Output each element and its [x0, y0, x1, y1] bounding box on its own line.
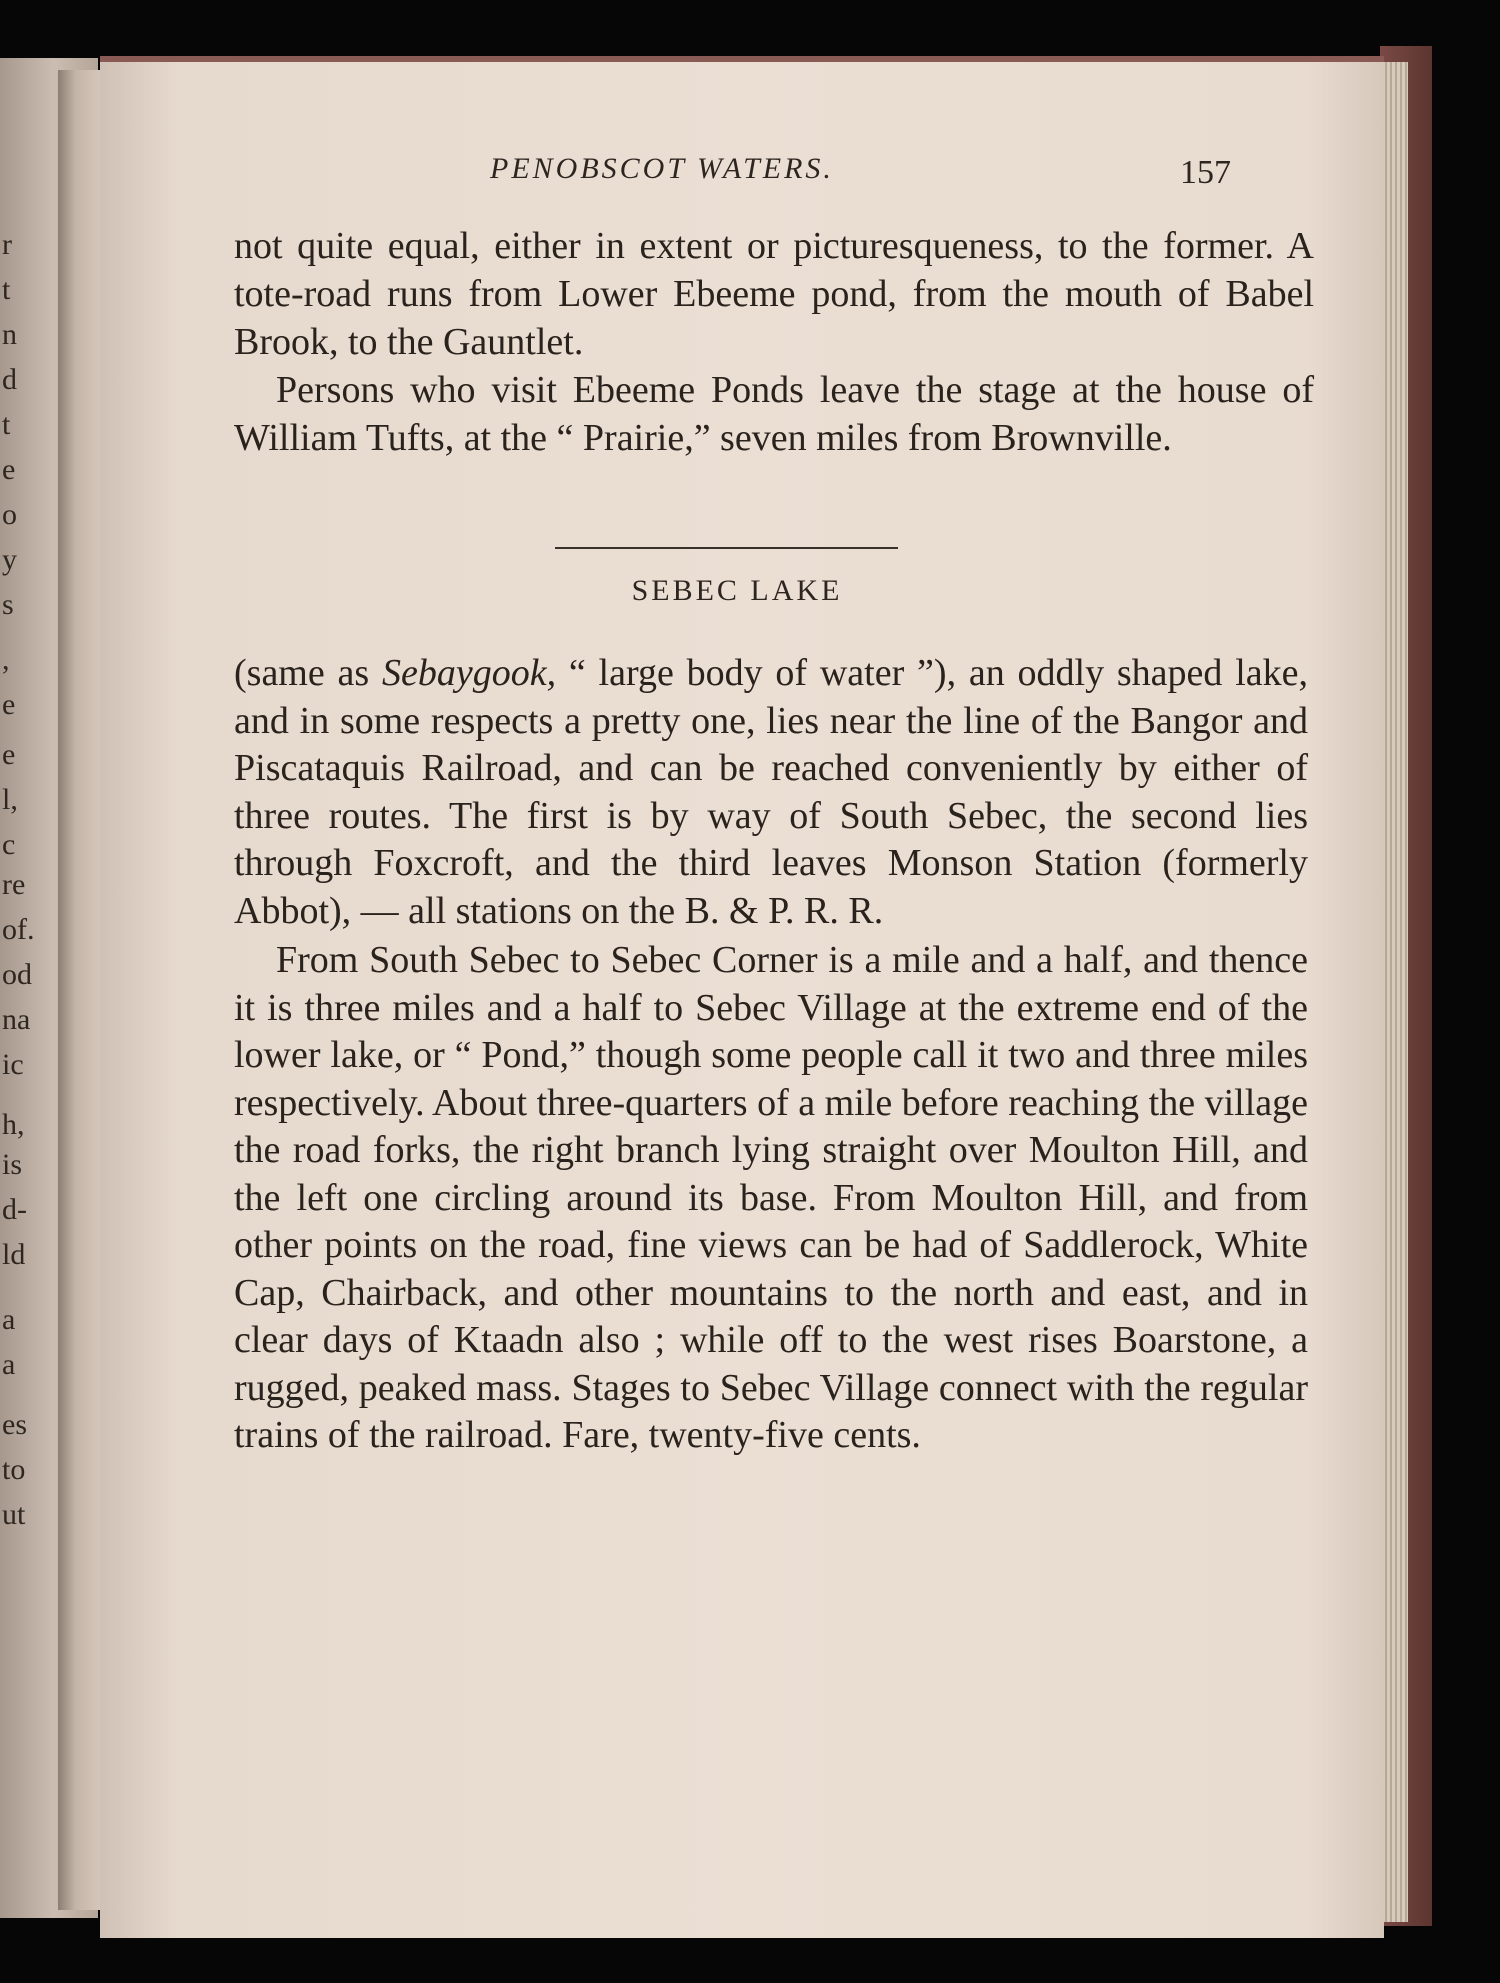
intro-text-start: (same as — [234, 652, 382, 694]
facing-page-fragment: t — [2, 408, 11, 441]
facing-page-fragment: to — [2, 1453, 26, 1486]
book-page — [100, 56, 1384, 1938]
facing-page-fragment: t — [2, 273, 11, 306]
facing-page-fragment: a — [2, 1348, 16, 1381]
facing-page-fragment: s — [2, 588, 14, 621]
facing-page-fragment: d — [2, 363, 17, 396]
facing-page-fragment: ut — [2, 1498, 26, 1531]
running-title: PENOBSCOT WATERS. — [490, 152, 834, 185]
facing-page-fragment: y — [2, 543, 17, 576]
paragraph-ebeeme-ponds: Persons who visit Ebeeme Ponds leave the stage at the house of William Tufts, at the “ Prairie,” seven miles from Brownville. — [234, 369, 1314, 459]
facing-page-fragment: e — [2, 738, 16, 771]
facing-page-fragment: h, — [2, 1108, 25, 1141]
paragraph-sebec-routes: From South Sebec to Sebec Corner is a mile and a half, and thence it is three miles and a half to Sebec Village at the extreme end of the lower lake, or “ Pond,” though some people call it two and three miles respectively. About three-quarters of a mile before reaching the village the road forks, the right branch lying straight over Moulton Hill, and the left one circling around its base. From Moulton Hill, and from other points on the road, fine views can be had of Saddlerock, White Cap, Chairback, and other mountains to the north and east, and in clear days of Ktaadn also ; while off to the west rises Boarstone, a rugged, peaked mass. Stages to Sebec Village connect with the regular trains of the railroad. Fare, twenty-five cents. — [234, 939, 1308, 1456]
facing-page-fragment: c — [2, 828, 16, 861]
top-text — [234, 222, 1314, 462]
facing-page-text-fragments — [0, 58, 35, 1918]
page-header — [100, 152, 1384, 222]
facing-page-fragment: of. — [2, 913, 35, 946]
facing-page-fragment: o — [2, 498, 17, 531]
facing-page-fragment: re — [2, 868, 26, 901]
intro-text-rest: “ large body of water ”), an oddly shaped lake, and in some respects a pretty one, lies near the line of the Bangor and Piscataquis Railroad, and can be reached conveniently by either of three routes. The first is by way of South Sebec, the second lies through Foxcroft, and the third leaves Monson Station (formerly Abbot), — all stations on the B. & P. R. R. — [234, 652, 1308, 932]
facing-page-fragment: is — [2, 1148, 23, 1181]
sebec-lake-text — [234, 650, 1308, 1460]
paragraph-sebec-intro — [234, 650, 1308, 935]
section-divider — [555, 547, 898, 549]
italic-term: Sebaygook, — [381, 652, 557, 694]
page-number: 157 — [1180, 154, 1231, 191]
facing-page-fragment: l, — [2, 783, 18, 816]
facing-page-fragment: od — [2, 958, 32, 991]
facing-page-fragment: e — [2, 453, 16, 486]
facing-page-fragment: d- — [2, 1193, 27, 1226]
paragraph-continued: not quite equal, either in extent or picturesqueness, to the former. A tote-road runs from Lower Ebeeme pond, from the mouth of Babel Brook, to the Gauntlet. — [234, 225, 1314, 363]
facing-page-fragment: , — [2, 643, 10, 676]
section-heading — [100, 574, 1384, 608]
facing-page-fragment: n — [2, 318, 17, 351]
facing-page-fragment: e — [2, 688, 16, 721]
book-gutter — [58, 70, 102, 1910]
facing-page-fragment: es — [2, 1408, 27, 1441]
facing-page-fragment: na — [2, 1003, 31, 1036]
facing-page-fragment: r — [2, 228, 12, 261]
facing-page-fragment: ic — [2, 1048, 24, 1081]
facing-page-fragment: ld — [2, 1238, 26, 1271]
section-heading-text: SEBEC LAKE — [631, 574, 843, 607]
facing-page-fragment: a — [2, 1303, 16, 1336]
